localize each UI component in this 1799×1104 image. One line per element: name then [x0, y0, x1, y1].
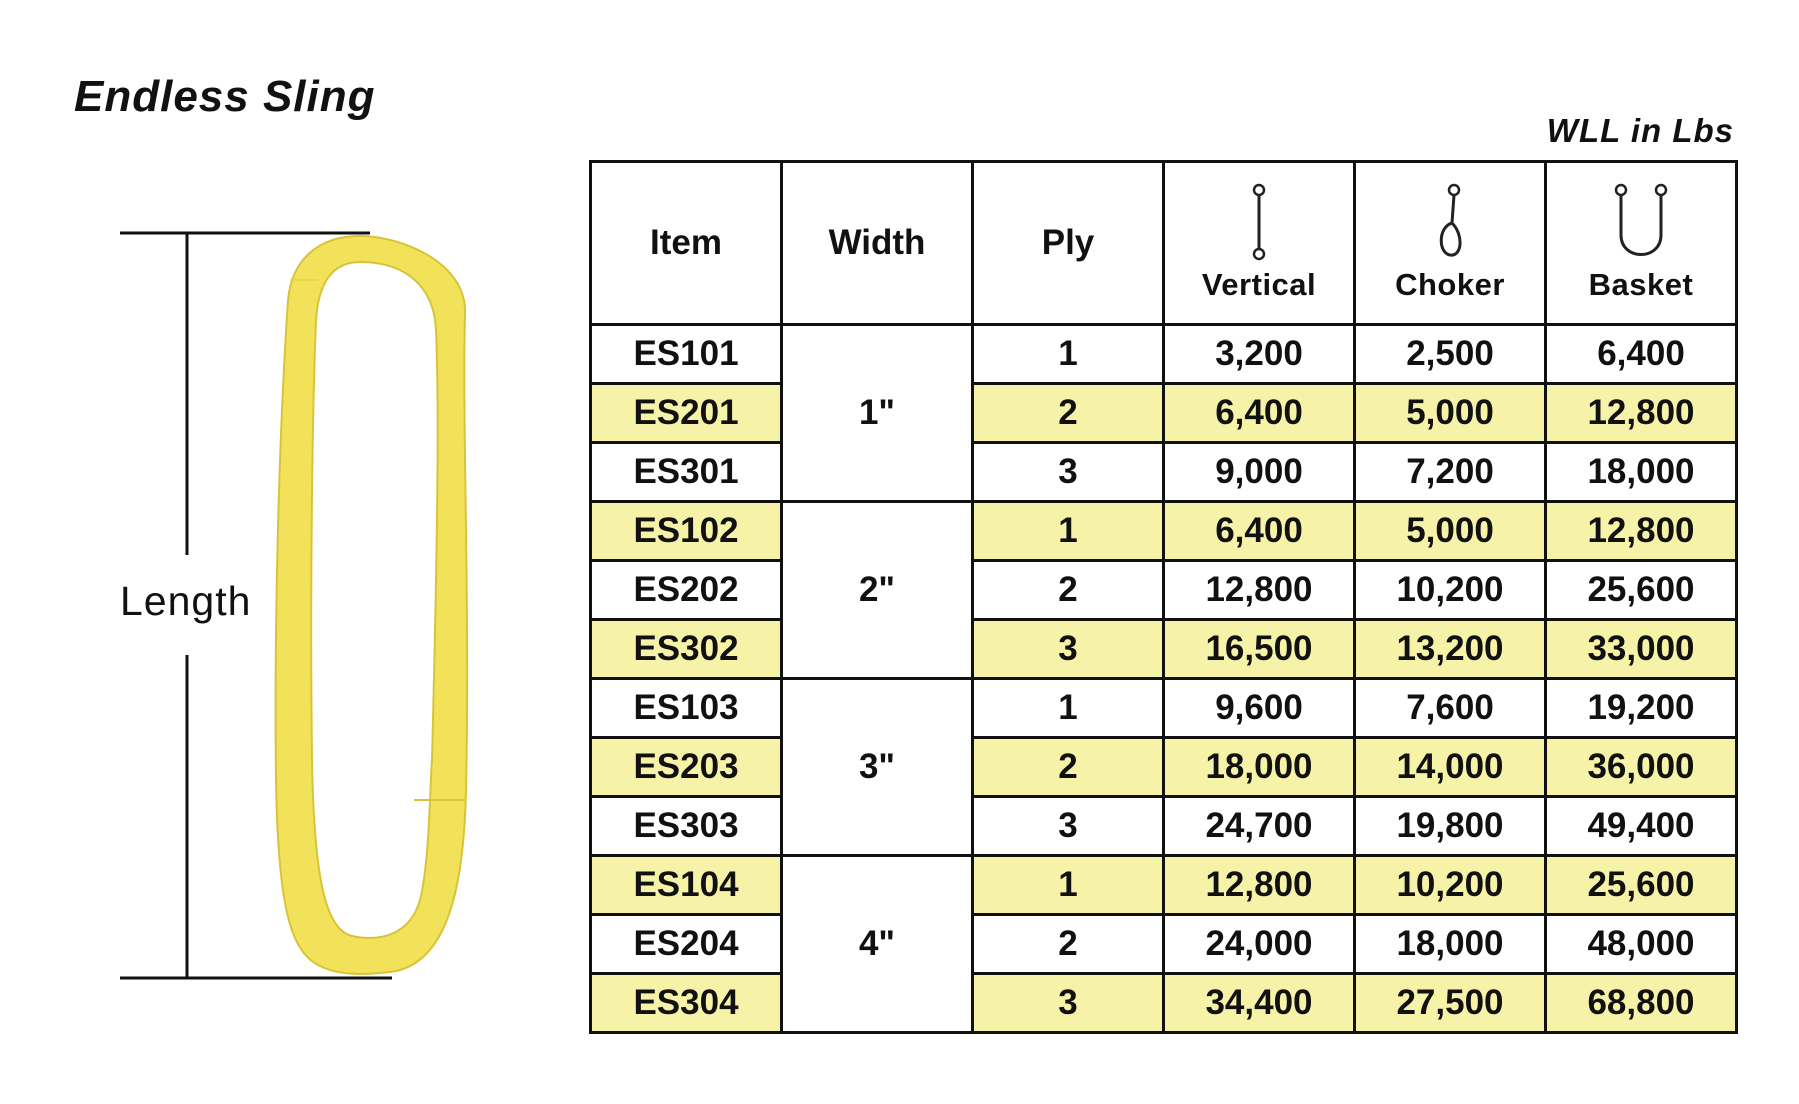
basket-cell: 6,400 [1546, 325, 1737, 384]
vertical-cell: 3,200 [1164, 325, 1355, 384]
choker-cell: 5,000 [1355, 502, 1546, 561]
choker-cell: 19,800 [1355, 797, 1546, 856]
item-cell: ES102 [591, 502, 782, 561]
ply-cell: 1 [973, 856, 1164, 915]
basket-cell: 25,600 [1546, 856, 1737, 915]
choker-cell: 10,200 [1355, 561, 1546, 620]
vertical-cell: 6,400 [1164, 384, 1355, 443]
vertical-cell: 16,500 [1164, 620, 1355, 679]
ply-cell: 2 [973, 915, 1164, 974]
item-cell: ES304 [591, 974, 782, 1033]
basket-hitch-icon [1609, 183, 1673, 263]
vertical-cell: 9,000 [1164, 443, 1355, 502]
vertical-label: Vertical [1201, 267, 1317, 302]
units-note: WLL in Lbs [1546, 112, 1734, 149]
basket-cell: 49,400 [1546, 797, 1737, 856]
vertical-cell: 34,400 [1164, 974, 1355, 1033]
choker-cell: 7,600 [1355, 679, 1546, 738]
item-cell: ES302 [591, 620, 782, 679]
choker-cell: 2,500 [1355, 325, 1546, 384]
vertical-cell: 18,000 [1164, 738, 1355, 797]
width-cell: 4" [782, 856, 973, 1033]
vertical-cell: 9,600 [1164, 679, 1355, 738]
table-row [591, 679, 1737, 738]
item-cell: ES303 [591, 797, 782, 856]
item-cell: ES202 [591, 561, 782, 620]
basket-cell: 19,200 [1546, 679, 1737, 738]
table-row [591, 443, 1737, 502]
ply-cell: 1 [973, 502, 1164, 561]
table-row [591, 561, 1737, 620]
table-row [591, 502, 1737, 561]
choker-cell: 13,200 [1355, 620, 1546, 679]
header-ply: Ply [973, 162, 1164, 325]
choker-hitch-icon [1428, 183, 1472, 263]
item-cell: ES104 [591, 856, 782, 915]
ply-cell: 2 [973, 738, 1164, 797]
header-choker [1355, 162, 1546, 325]
table-row [591, 620, 1737, 679]
table-row [591, 856, 1737, 915]
sling-illustration [0, 0, 560, 1104]
width-cell: 3" [782, 679, 973, 856]
table-row [591, 738, 1737, 797]
sling-capacity-table [589, 160, 1738, 1034]
item-cell: ES103 [591, 679, 782, 738]
choker-cell: 5,000 [1355, 384, 1546, 443]
vertical-cell: 24,700 [1164, 797, 1355, 856]
table-row [591, 915, 1737, 974]
vertical-cell: 24,000 [1164, 915, 1355, 974]
ply-cell: 3 [973, 620, 1164, 679]
choker-cell: 7,200 [1355, 443, 1546, 502]
basket-cell: 25,600 [1546, 561, 1737, 620]
endless-sling-image [276, 236, 468, 974]
page-title: Endless Sling [74, 72, 376, 121]
ply-cell: 3 [973, 974, 1164, 1033]
choker-cell: 18,000 [1355, 915, 1546, 974]
header-vertical [1164, 162, 1355, 325]
basket-cell: 18,000 [1546, 443, 1737, 502]
length-label: Length [120, 578, 252, 624]
choker-cell: 10,200 [1355, 856, 1546, 915]
table-row [591, 974, 1737, 1033]
width-cell: 1" [782, 325, 973, 502]
vertical-cell: 12,800 [1164, 856, 1355, 915]
item-cell: ES101 [591, 325, 782, 384]
table-row [591, 384, 1737, 443]
basket-cell: 68,800 [1546, 974, 1737, 1033]
ply-cell: 3 [973, 443, 1164, 502]
table-row [591, 797, 1737, 856]
basket-cell: 12,800 [1546, 502, 1737, 561]
basket-cell: 33,000 [1546, 620, 1737, 679]
vertical-cell: 12,800 [1164, 561, 1355, 620]
item-cell: ES203 [591, 738, 782, 797]
item-cell: ES201 [591, 384, 782, 443]
choker-label: Choker [1395, 267, 1505, 302]
item-cell: ES301 [591, 443, 782, 502]
basket-cell: 36,000 [1546, 738, 1737, 797]
header-basket [1546, 162, 1737, 325]
ply-cell: 3 [973, 797, 1164, 856]
ply-cell: 2 [973, 561, 1164, 620]
basket-label: Basket [1588, 267, 1694, 302]
vertical-hitch-icon [1239, 183, 1279, 263]
choker-cell: 14,000 [1355, 738, 1546, 797]
basket-cell: 48,000 [1546, 915, 1737, 974]
table-header-row [591, 162, 1737, 325]
table-row [591, 325, 1737, 384]
choker-cell: 27,500 [1355, 974, 1546, 1033]
vertical-cell: 6,400 [1164, 502, 1355, 561]
width-cell: 2" [782, 502, 973, 679]
header-item: Item [591, 162, 782, 325]
ply-cell: 2 [973, 384, 1164, 443]
item-cell: ES204 [591, 915, 782, 974]
header-width: Width [782, 162, 973, 325]
ply-cell: 1 [973, 325, 1164, 384]
basket-cell: 12,800 [1546, 384, 1737, 443]
ply-cell: 1 [973, 679, 1164, 738]
